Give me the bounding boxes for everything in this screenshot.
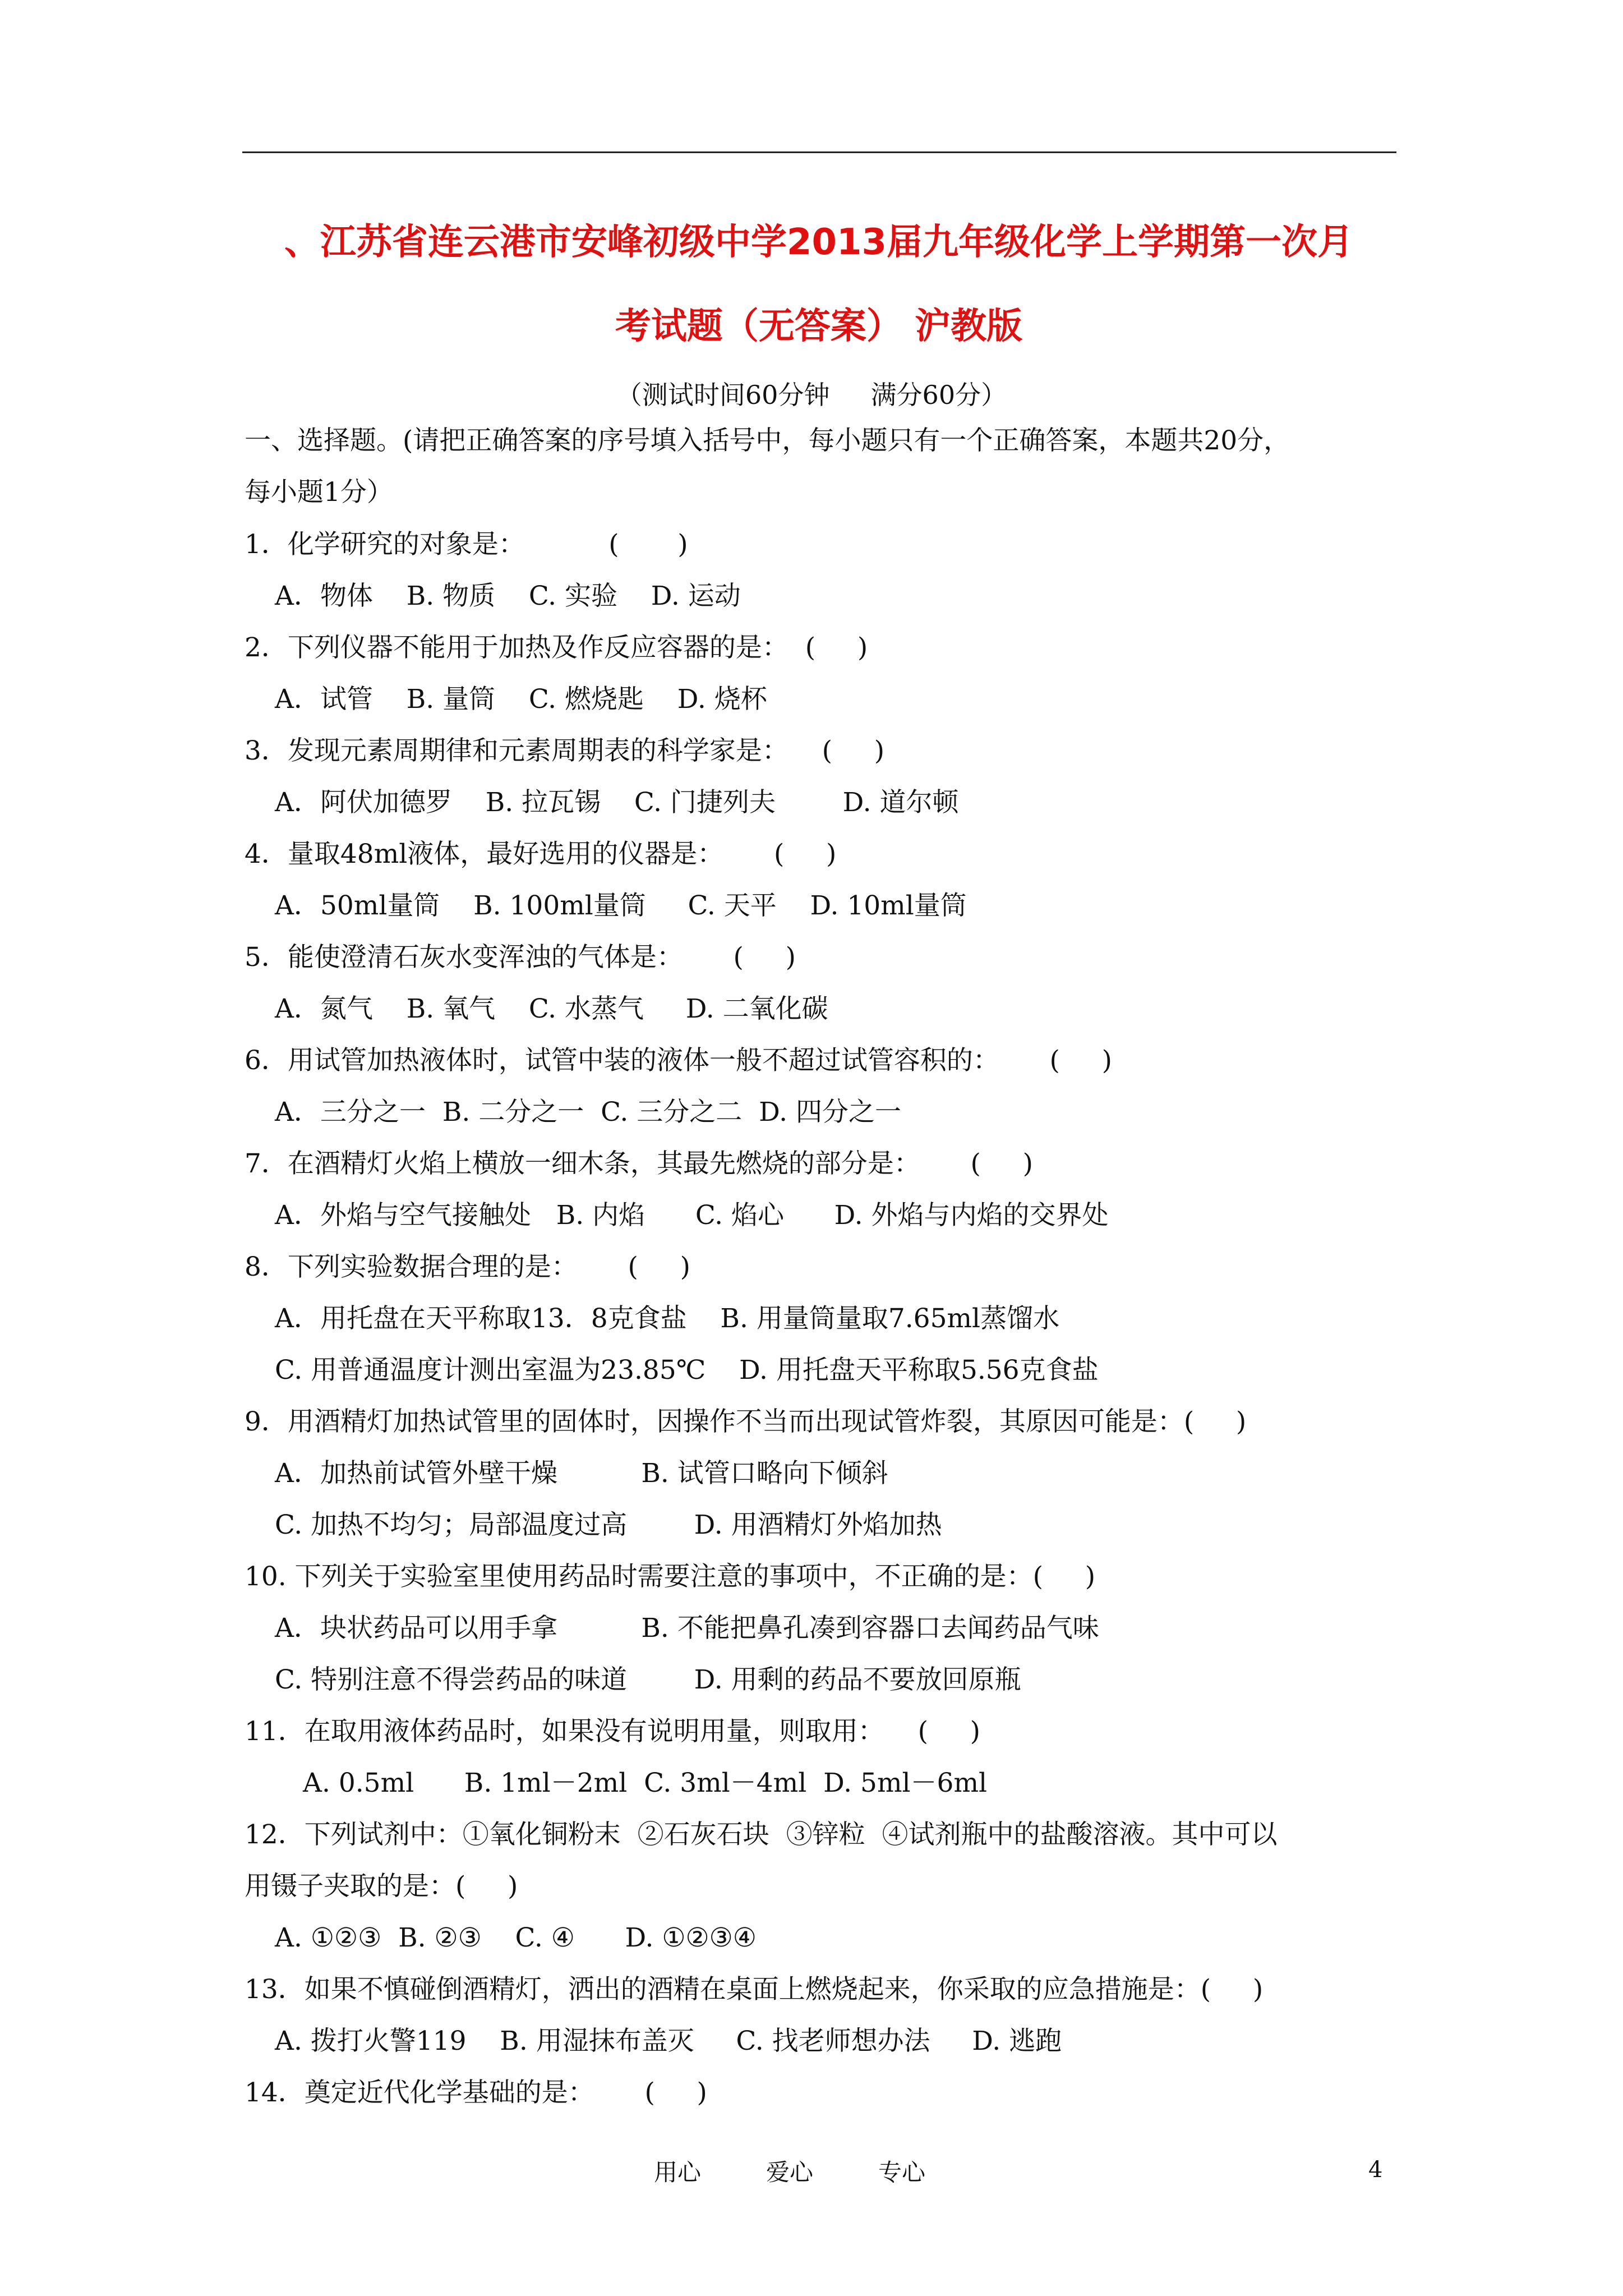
- doc-title-line1: 、江苏省连云港市安峰初级中学2013届九年级化学上学期第一次月: [284, 222, 1354, 263]
- options-9-ab: A．加热前试管外壁干燥 B. 试管口略向下倾斜: [275, 1458, 888, 1489]
- options-11: A. 0.5ml B. 1ml－2ml C. 3ml－4ml D. 5ml－6ml: [303, 1768, 988, 1798]
- section-heading: 一、选择题。(请把正确答案的序号填入括号中，每小题只有一个正确答案，本题共20分，: [245, 425, 1290, 456]
- footer-text-2: 爱心: [766, 2159, 814, 2186]
- options-1: A．物体 B. 物质 C. 实验 D. 运动: [275, 581, 741, 611]
- options-10-ab: A．块状药品可以用手拿 B. 不能把鼻孔凑到容器口去闻药品气味: [275, 1613, 1099, 1644]
- question-10: 10. 下列关于实验室里使用药品时需要注意的事项中，不正确的是：( ): [245, 1561, 1096, 1592]
- question-9: 9．用酒精灯加热试管里的固体时，因操作不当而出现试管炸裂，其原因可能是：( ): [245, 1406, 1247, 1437]
- options-9-cd: C. 加热不均匀；局部温度过高 D. 用酒精灯外焰加热: [275, 1510, 942, 1540]
- footer-text-1: 用心: [654, 2159, 702, 2186]
- options-5: A．氮气 B. 氧气 C. 水蒸气 D. 二氧化碳: [275, 993, 828, 1024]
- options-8-cd: C. 用普通温度计测出室温为23.85℃ D. 用托盘天平称取5.56克食盐: [275, 1355, 1099, 1386]
- question-6: 6．用试管加热液体时，试管中装的液体一般不超过试管容积的： ( ): [245, 1045, 1112, 1076]
- options-4: A．50ml量筒 B. 100ml量筒 C. 天平 D. 10ml量筒: [275, 890, 967, 921]
- top-rule: [242, 151, 1396, 153]
- options-8-ab: A．用托盘在天平称取13．8克食盐 B. 用量筒量取7.65ml蒸馏水: [275, 1303, 1060, 1334]
- options-7: A．外焰与空气接触处 B. 内焰 C. 焰心 D. 外焰与内焰的交界处: [275, 1200, 1109, 1231]
- options-3: A．阿伏加德罗 B. 拉瓦锡 C. 门捷列夫 D. 道尔顿: [275, 787, 959, 818]
- section-heading-cont: 每小题1分）: [245, 477, 393, 508]
- footer-text-3: 专心: [878, 2159, 926, 2186]
- options-2: A．试管 B. 量筒 C. 燃烧匙 D. 烧杯: [275, 684, 767, 715]
- doc-title-line2: 考试题（无答案） 沪教版: [615, 306, 1023, 347]
- question-4: 4．量取48ml液体，最好选用的仪器是： ( ): [245, 839, 837, 869]
- options-6: A．三分之一 B. 二分之一 C. 三分之二 D. 四分之一: [275, 1097, 902, 1128]
- question-12: 12．下列试剂中：①氧化铜粉末 ②石灰石块 ③锌粒 ④试剂瓶中的盐酸溶液。其中可以: [245, 1819, 1278, 1850]
- question-1: 1．化学研究的对象是： ( ): [245, 529, 688, 560]
- question-13: 13．如果不慎碰倒酒精灯，洒出的酒精在桌面上燃烧起来，你采取的应急措施是：( ): [245, 1974, 1264, 2005]
- question-14: 14．奠定近代化学基础的是： ( ): [245, 2077, 707, 2108]
- question-2: 2．下列仪器不能用于加热及作反应容器的是： ( ): [245, 632, 868, 663]
- question-11: 11．在取用液体药品时，如果没有说明用量，则取用： ( ): [245, 1716, 980, 1747]
- options-13: A. 拨打火警119 B. 用湿抹布盖灭 C. 找老师想办法 D. 逃跑: [275, 2026, 1062, 2056]
- question-5: 5．能使澄清石灰水变浑浊的气体是： ( ): [245, 942, 796, 973]
- exam-meta: （测试时间60分钟 满分60分）: [616, 380, 1007, 410]
- question-8: 8．下列实验数据合理的是： ( ): [245, 1251, 690, 1282]
- question-3: 3．发现元素周期律和元素周期表的科学家是： ( ): [245, 735, 885, 766]
- options-12: A. ①②③ B. ②③ C. ④ D. ①②③④: [275, 1922, 757, 1953]
- question-7: 7．在酒精灯火焰上横放一细木条，其最先燃烧的部分是： ( ): [245, 1148, 1033, 1179]
- page-number: 4: [1368, 2157, 1383, 2183]
- question-12-cont: 用镊子夹取的是：( ): [245, 1871, 518, 1902]
- options-10-cd: C. 特别注意不得尝药品的味道 D. 用剩的药品不要放回原瓶: [275, 1664, 1021, 1695]
